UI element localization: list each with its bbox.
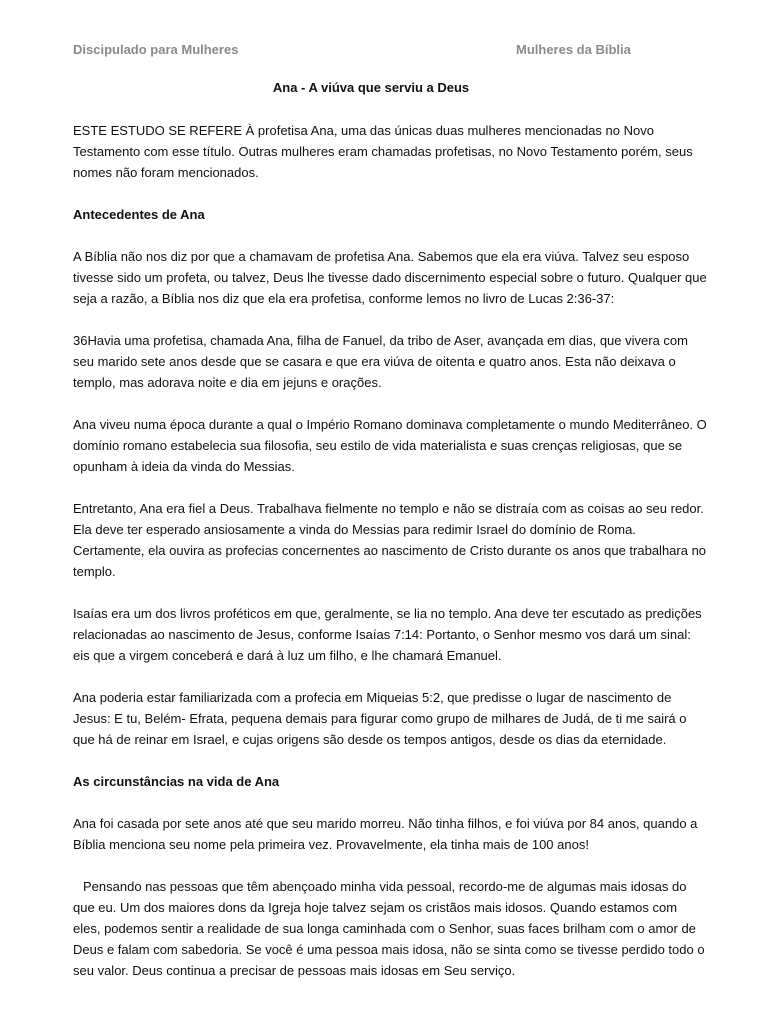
paragraph-scripture-quote: 36Havia uma profetisa, chamada Ana, filha de Fanuel, da tribo de Aser, avançada em dias, que vivera com seu marido sete anos desde que se casara e que era viúva de oitenta e quatro anos. Esta não deixava o templo, mas adorava noite e dia em jejuns e orações. xyxy=(73,333,688,390)
section-heading-circunstancias: As circunstâncias na vida de Ana xyxy=(73,774,280,789)
paragraph: Ana poderia estar familiarizada com a profecia em Miqueias 5:2, que predisse o lugar de nascimento de Jesus: E tu, Belém- Efrata, pequena demais para figurar como grupo de milhares de Judá, de ti me sairá o que há de reinar em Israel, e cujas origens são desde os tempos antigos, desde os dias da eternidade. xyxy=(73,690,687,747)
paragraph: Ana foi casada por sete anos até que seu marido morreu. Não tinha filhos, e foi viúva por 84 anos, quando a Bíblia menciona seu nome pela primeira vez. Provavelmente, ela tinha mais de 100 anos! xyxy=(73,816,698,852)
header-section-title: Mulheres da Bíblia xyxy=(516,42,631,57)
paragraph: Isaías era um dos livros proféticos em que, geralmente, se lia no templo. Ana deve ter escutado as predições relacionadas ao nascimento de Jesus, conforme Isaías 7:14: Portanto, o Senhor mesmo vos dará um sinal: eis que a virgem conceberá e dará à luz um filho, e lhe chamará Emanuel. xyxy=(73,606,702,663)
header-series-title: Discipulado para Mulheres xyxy=(73,42,239,57)
paragraph: A Bíblia não nos diz por que a chamavam de profetisa Ana. Sabemos que ela era viúva. Talvez seu esposo tivesse sido um profeta, ou talvez, Deus lhe tivesse dado discernimento especial sobre o futuro. Qualquer que seja a razão, a Bíblia nos diz que ela era profetisa, conforme lemos no livro de Lucas 2:36-37: xyxy=(73,249,707,306)
section-heading-antecedentes: Antecedentes de Ana xyxy=(73,207,205,222)
paragraph: Ana viveu numa época durante a qual o Império Romano dominava completamente o mundo Mediterrâneo. O domínio romano estabelecia sua filosofia, seu estilo de vida materialista e suas crenças religiosas, que se opunham à ideia da vinda do Messias. xyxy=(73,417,707,474)
paragraph-intro: ESTE ESTUDO SE REFERE À profetisa Ana, uma das únicas duas mulheres mencionadas no Novo Testamento com esse título. Outras mulheres eram chamadas profetisas, no Novo Testamento porém, seus nomes não foram mencionados. xyxy=(73,123,693,180)
paragraph: Entretanto, Ana era fiel a Deus. Trabalhava fielmente no templo e não se distraía com as coisas ao seu redor. Ela deve ter esperado ansiosamente a vinda do Messias para redimir Israel do domínio de Roma. Certamente, ela ouvira as profecias concernentes ao nascimento de Cristo durante os anos que trabalhara no templo. xyxy=(73,501,707,579)
document-title: Ana - A viúva que serviu a Deus xyxy=(272,80,470,95)
document-body xyxy=(73,120,707,1002)
paragraph: Pensando nas pessoas que têm abençoado minha vida pessoal, recordo-me de algumas mais idosas do que eu. Um dos maiores dons da Igreja hoje talvez sejam os cristãos mais idosos. Quando estamos com eles, podemos sentir a realidade de sua longa caminhada com o Senhor, suas faces brilham com o amor de Deus e falam com sabedoria. Se você é uma pessoa mais idosa, não se sinta como se tivesse perdido todo o seu valor. Deus continua a precisar de pessoas mais idosas em Seu serviço. xyxy=(73,879,705,978)
